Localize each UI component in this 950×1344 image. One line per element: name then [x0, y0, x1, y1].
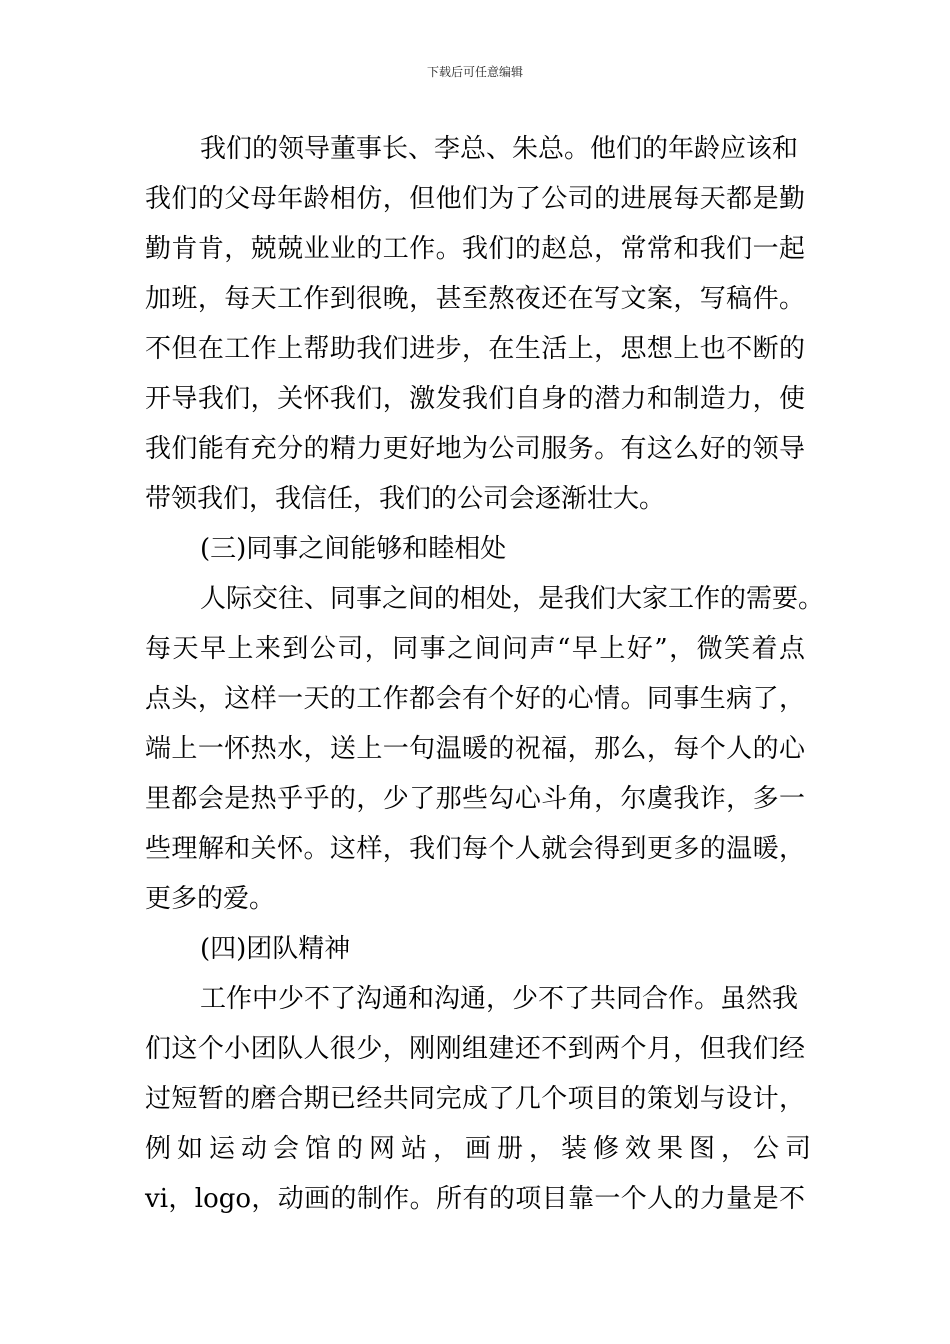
text-line: 们这个小团队人很少，刚刚组建还不到两个月，但我们经 — [145, 1034, 805, 1064]
text-line: 勤肯肯，兢兢业业的工作。我们的赵总，常常和我们一起 — [145, 234, 805, 264]
section-heading: (三)同事之间能够和睦相处 — [200, 534, 507, 564]
text-line: 更多的爱。 — [145, 884, 276, 914]
text-line: 不但在工作上帮助我们进步，在生活上，思想上也不断的 — [145, 334, 805, 364]
text-line: vi，logo，动画的制作。所有的项目靠一个人的力量是不 — [145, 1184, 805, 1214]
text-line: 带领我们，我信任，我们的公司会逐渐壮大。 — [145, 484, 666, 514]
text-line: 工作中少不了沟通和沟通，少不了共同合作。虽然我 — [200, 984, 799, 1014]
text-line: 我们能有充分的精力更好地为公司服务。有这么好的领导 — [145, 434, 805, 464]
text-line: 开导我们，关怀我们，激发我们自身的潜力和制造力，使 — [145, 384, 805, 414]
text-line: 点头，这样一天的工作都会有个好的心情。同事生病了， — [145, 684, 805, 714]
text-line: 端上一怀热水，送上一句温暖的祝福，那么，每个人的心 — [145, 734, 805, 764]
text-line: 例如运动会馆的网站，画册，装修效果图，公司 — [145, 1134, 818, 1164]
text-line: 我们的父母年龄相仿，但他们为了公司的进展每天都是勤 — [145, 184, 805, 214]
text-line: 过短暂的磨合期已经共同完成了几个项目的策划与设计， — [145, 1084, 805, 1114]
header-note: 下载后可任意编辑 — [426, 65, 523, 79]
text-line: 人际交往、同事之间的相处，是我们大家工作的需要。 — [200, 584, 825, 614]
text-line: 里都会是热乎乎的，少了那些勾心斗角，尔虞我诈，多一 — [145, 784, 805, 814]
text-line: 加班，每天工作到很晚，甚至熬夜还在写文案，写稿件。 — [145, 284, 805, 314]
section-heading: (四)团队精神 — [200, 934, 351, 964]
text-line: 我们的领导董事长、李总、朱总。他们的年龄应该和 — [200, 134, 799, 164]
text-line: 些理解和关怀。这样，我们每个人就会得到更多的温暖， — [145, 834, 805, 864]
text-line: 每天早上来到公司，同事之间问声“早上好”，微笑着点 — [145, 634, 805, 664]
